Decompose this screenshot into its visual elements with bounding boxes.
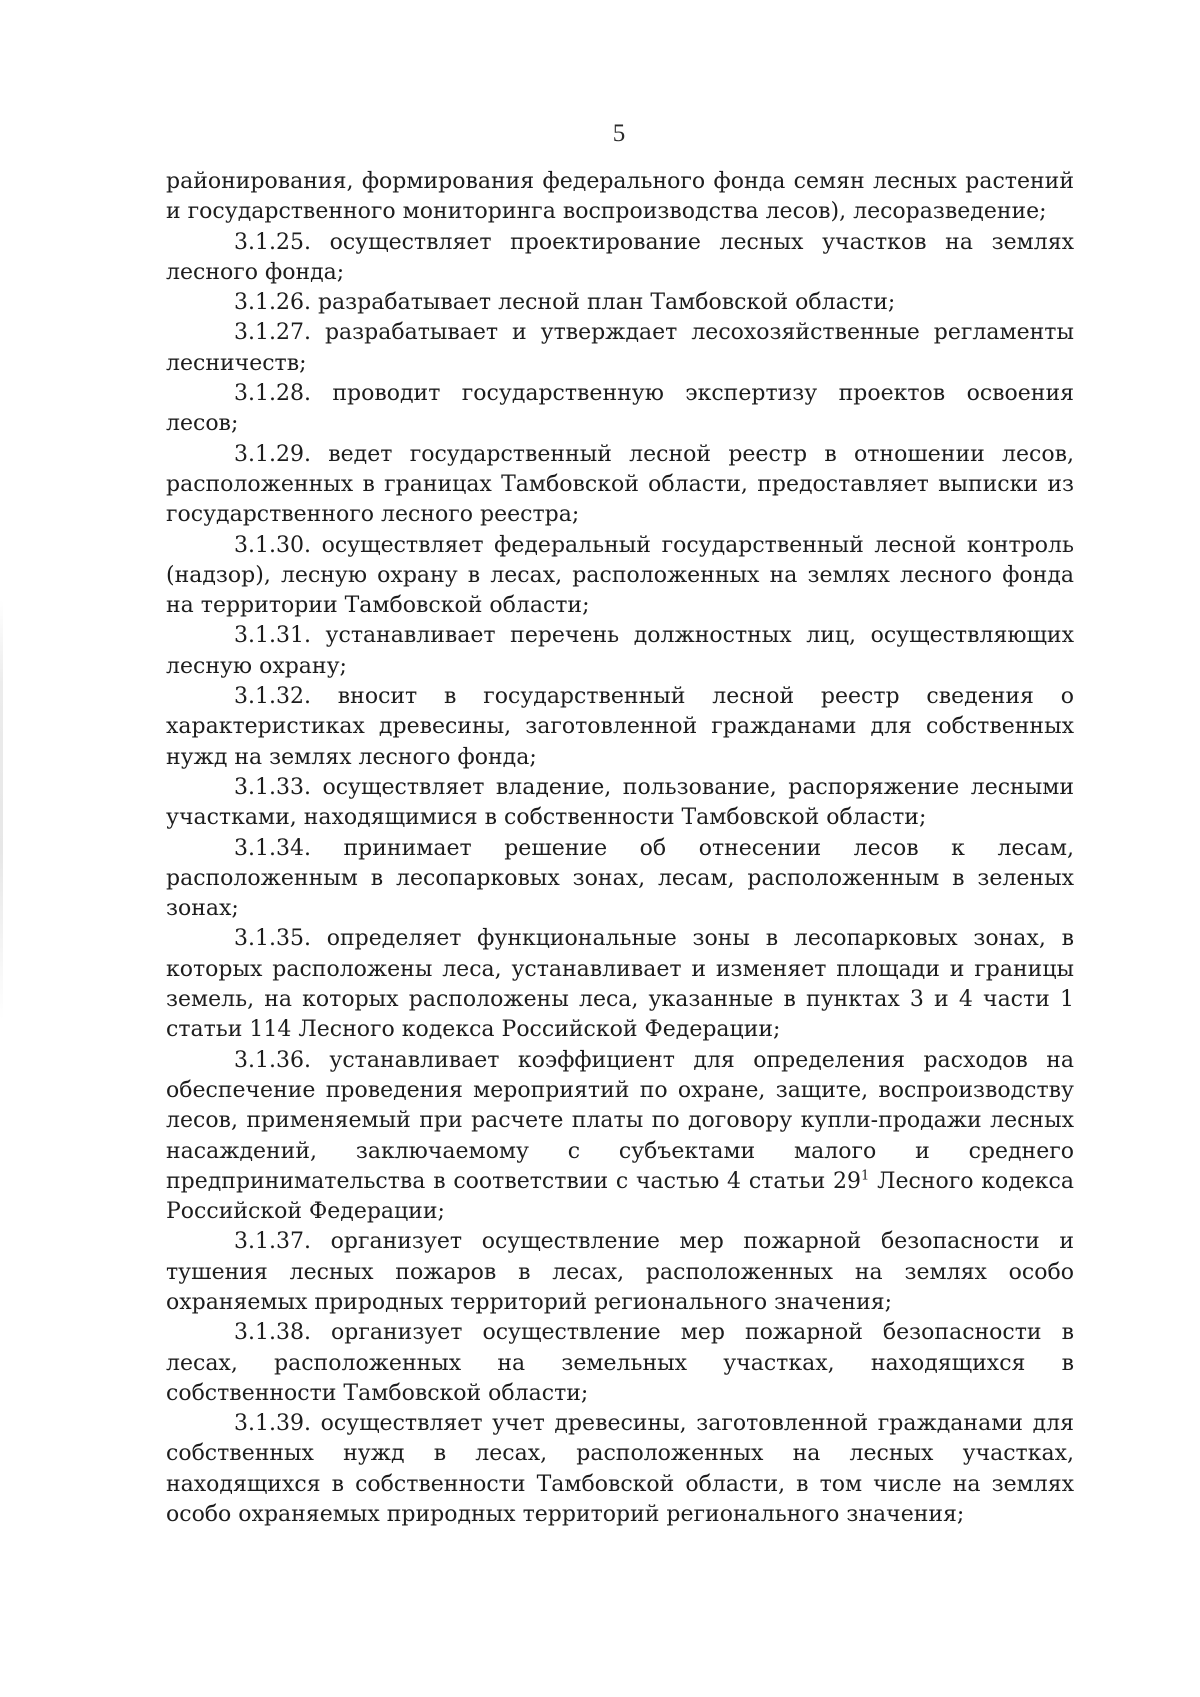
paragraph-3-1-37 xyxy=(166,1227,1074,1318)
clause-number: 3.1.25. xyxy=(234,229,311,255)
paragraph-3-1-28 xyxy=(166,379,1074,440)
clause-number: 3.1.38. xyxy=(234,1320,311,1346)
paragraph-text: определяет функциональные зоны в лесопарковых зонах, в которых расположены леса, устанавливает и изменяет площади и границы земель, на которых расположены леса, указанные в пунктах 3 и 4 части 1 статьи 114 Лесного кодекса Российской Федерации; xyxy=(166,926,1074,1043)
clause-number: 3.1.35. xyxy=(234,926,311,952)
paragraph-text: разрабатывает и утверждает лесохозяйственные регламенты лесничеств; xyxy=(166,320,1074,376)
paragraph-3-1-38 xyxy=(166,1318,1074,1409)
paragraph-text: устанавливает перечень должностных лиц, осуществляющих лесную охрану; xyxy=(166,623,1075,679)
paragraph-3-1-30 xyxy=(166,531,1074,622)
paragraph-text: устанавливает коэффициент для определения расходов на обеспечение проведения мероприятий по охране, защите, воспроизводству лесов, применяемый при расчете платы по договору купли-продажи лесных насаждений, заключаемому с субъектами малого и среднего предпринимательства в соответствии с частью 4 статьи 29 xyxy=(166,1047,1074,1194)
superscript: 1 xyxy=(861,1168,870,1184)
paragraph-text: вносит в государственный лесной реестр сведения о характеристиках древесины, заготовленной гражданами для собственных нужд на землях лесного фонда; xyxy=(166,684,1074,770)
paragraph-3-1-32 xyxy=(166,682,1074,773)
paragraph-text: осуществляет федеральный государственный лесной контроль (надзор), лесную охрану в лесах, расположенных на землях лесного фонда на территории Тамбовской области; xyxy=(166,532,1074,619)
paragraph-3-1-27 xyxy=(166,318,1074,379)
paragraph-3-1-31 xyxy=(166,621,1074,682)
paragraph-text: организует осуществление мер пожарной безопасности и тушения лесных пожаров в лесах, расположенных на землях особо охраняемых природных территорий регионального значения; xyxy=(166,1229,1074,1315)
paragraph-3-1-29 xyxy=(166,440,1074,531)
paragraph-text: ведет государственный лесной реестр в отношении лесов, расположенных в границах Тамбовской области, предоставляет выписки из государственного лесного реестра; xyxy=(166,441,1074,528)
paragraph-3-1-39 xyxy=(166,1409,1074,1530)
clause-number: 3.1.31. xyxy=(234,623,311,649)
paragraph-text: осуществляет проектирование лесных участков на землях лесного фонда; xyxy=(166,229,1074,285)
clause-number: 3.1.37. xyxy=(234,1229,311,1255)
paragraph-3-1-26 xyxy=(166,288,1074,318)
page-number: 5 xyxy=(612,120,626,147)
clause-number: 3.1.28. xyxy=(234,381,311,407)
clause-number: 3.1.33. xyxy=(234,774,311,800)
paragraph-3-1-35 xyxy=(166,924,1074,1045)
paragraph-text: осуществляет владение, пользование, распоряжение лесными участками, находящимися в собственности Тамбовской области; xyxy=(166,774,1075,831)
paragraph-text: районирования, формирования федерального фонда семян лесных растений и государственного мониторинга воспроизводства лесов), лесоразведение; xyxy=(166,169,1074,225)
paragraph-text: принимает решение об отнесении лесов к лесам, расположенным в лесопарковых зонах, лесам, расположенным в зеленых зонах; xyxy=(166,835,1074,922)
clause-number: 3.1.30. xyxy=(234,532,311,558)
paragraph-3-1-36 xyxy=(166,1046,1074,1228)
paragraph-3-1-33 xyxy=(166,773,1074,834)
document-body xyxy=(166,167,1074,1530)
clause-number: 3.1.34. xyxy=(234,835,311,861)
clause-number: 3.1.32. xyxy=(234,684,311,710)
clause-number: 3.1.36. xyxy=(234,1047,311,1073)
paragraph-text-tail: Лесного кодекса Российской Федерации; xyxy=(166,1168,1074,1225)
clause-number: 3.1.27. xyxy=(234,320,311,346)
paragraph-3-1-25 xyxy=(166,228,1074,289)
paragraph-3-1-34 xyxy=(166,834,1074,925)
paragraph-text: организует осуществление мер пожарной безопасности в лесах, расположенных на земельных участках, находящихся в собственности Тамбовской области; xyxy=(166,1320,1074,1406)
paragraph-text: проводит государственную экспертизу проектов освоения лесов; xyxy=(166,381,1074,437)
paragraph-text: осуществляет учет древесины, заготовленной гражданами для собственных нужд в лесах, расположенных на лесных участках, находящихся в собственности Тамбовской области, в том числе на землях особо охраняемых природных территорий регионального значения; xyxy=(166,1411,1074,1528)
clause-number: 3.1.26. xyxy=(234,290,311,316)
paragraph-text: разрабатывает лесной план Тамбовской области; xyxy=(317,290,896,316)
clause-number: 3.1.29. xyxy=(234,441,311,467)
scan-edge-shadow xyxy=(0,600,3,1020)
clause-number: 3.1.39. xyxy=(234,1411,311,1437)
paragraph-continuation xyxy=(166,167,1074,228)
